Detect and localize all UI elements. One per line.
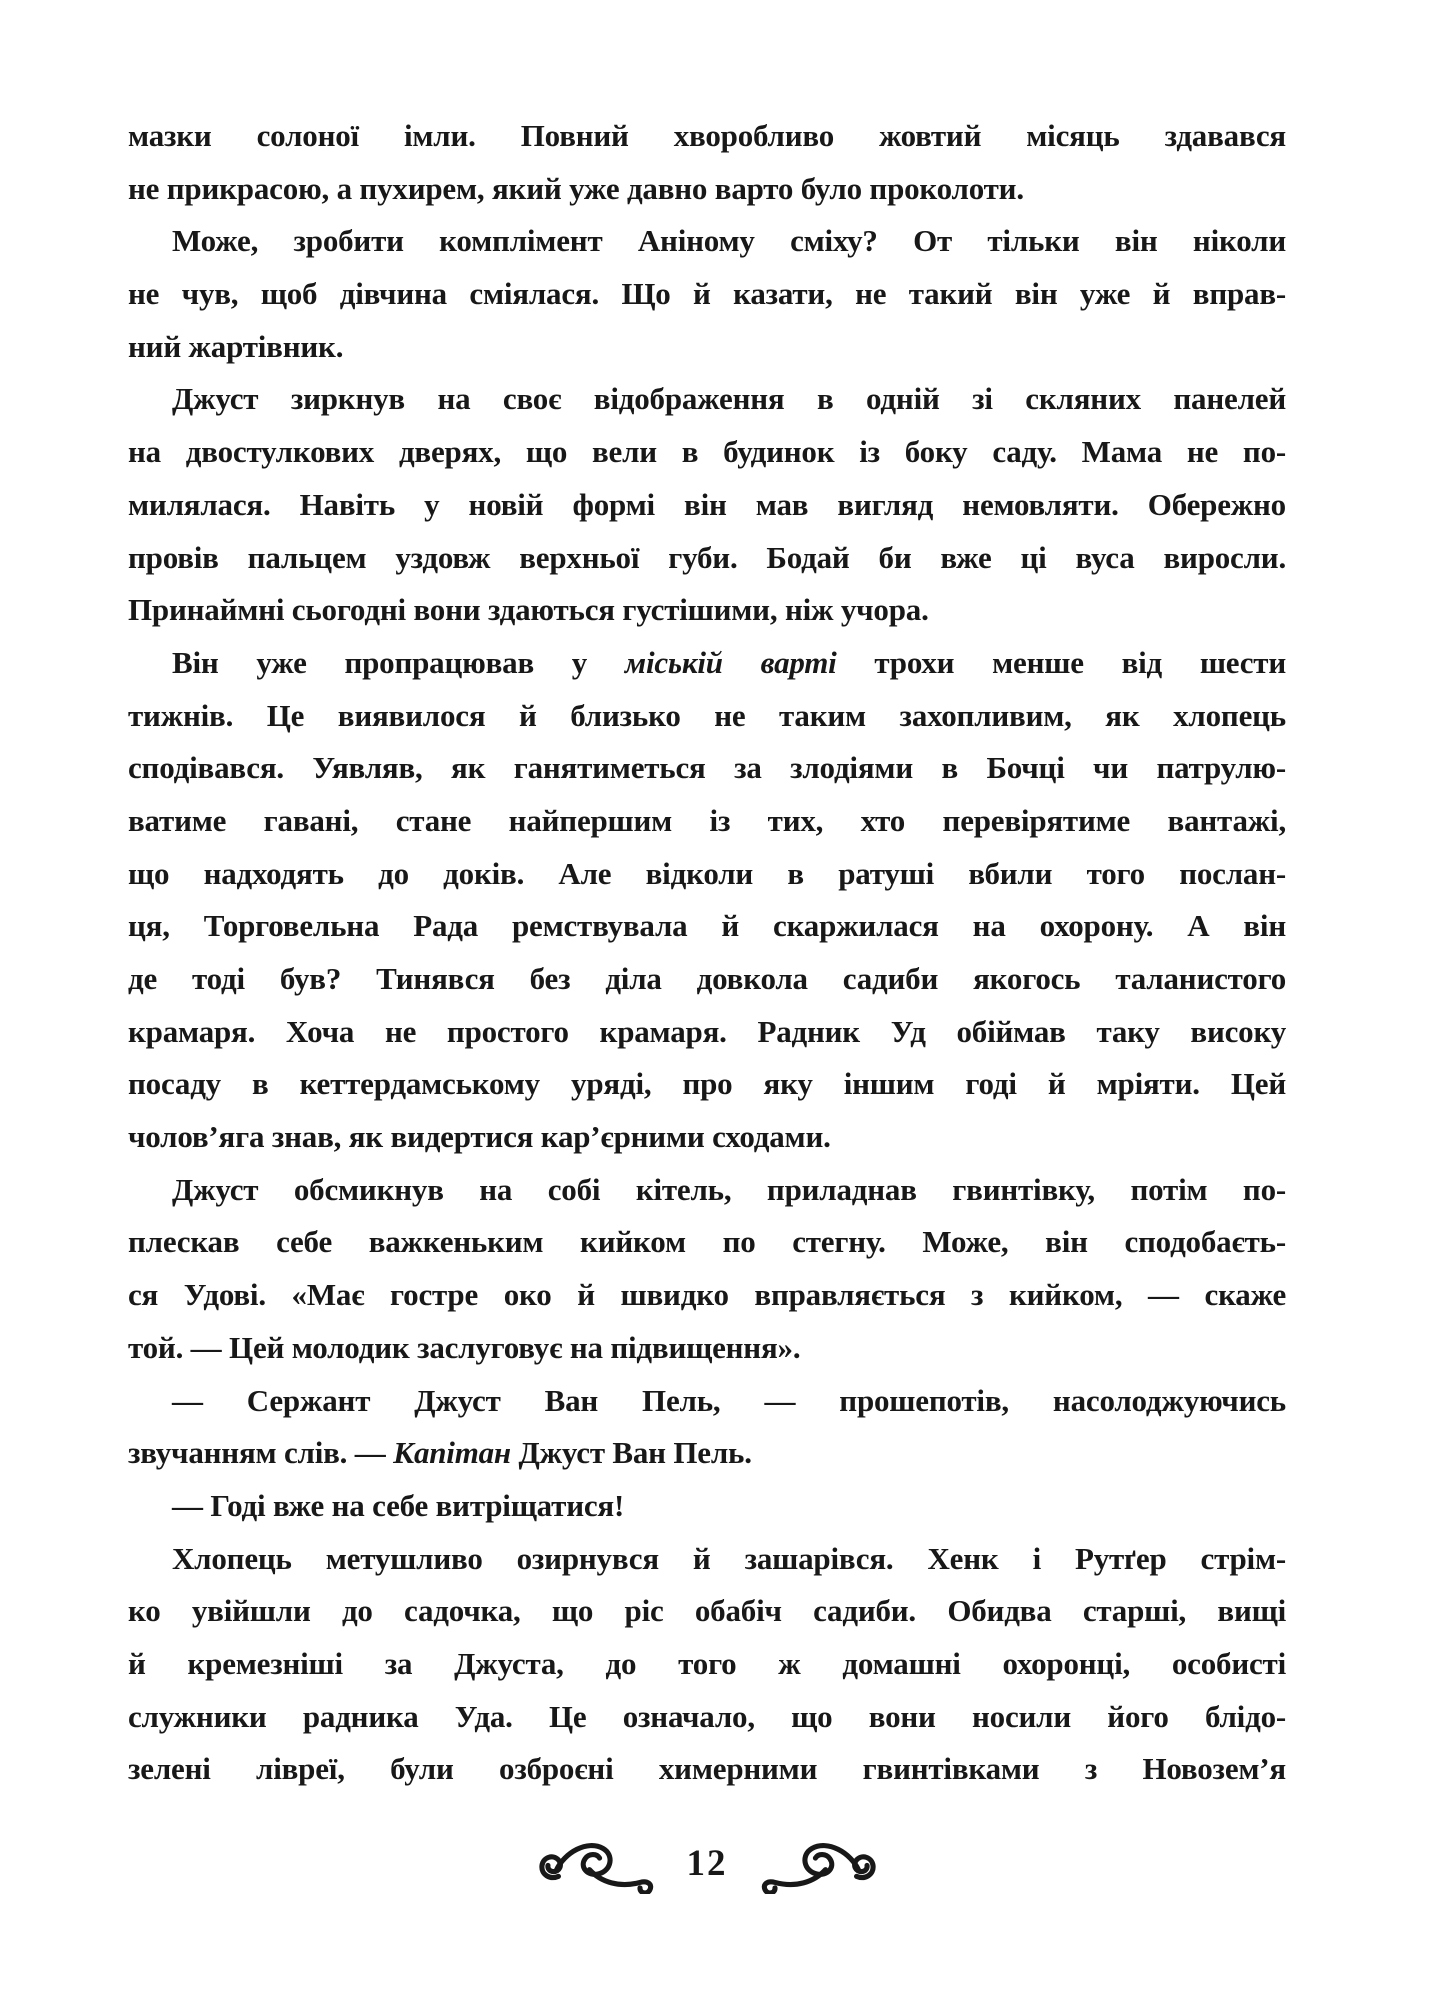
text-segment: Джуст зиркнув на своє відображення в одній зі скляних панелей	[172, 381, 1286, 417]
text-line	[128, 321, 1286, 374]
text-line	[128, 1269, 1286, 1322]
text-segment: звучанням слів. —	[128, 1435, 394, 1471]
text-line	[128, 1585, 1286, 1638]
text-segment: Принаймні сьогодні вони здаються густішими, ніж учора.	[128, 592, 929, 628]
text-line	[128, 1164, 1286, 1217]
flourish-ornament-right	[758, 1838, 876, 1894]
text-line	[128, 1480, 1286, 1533]
text-line	[128, 426, 1286, 479]
text-segment: ватиме гавані, стане найпершим із тих, хто перевірятиме вантажі,	[128, 802, 1286, 838]
text-line	[128, 479, 1286, 532]
text-line	[128, 1322, 1286, 1375]
text-line	[128, 584, 1286, 637]
text-segment: мазки солоної імли. Повний хворобливо жовтий місяць здавався	[128, 118, 1286, 153]
text-segment: зелені лівреї, були озброєні химерними гвинтівками з Новозем’я	[128, 1751, 1286, 1787]
text-segment: сподівався. Уявляв, як ганятиметься за злодіями в Бочці чи патрулю-	[128, 750, 1286, 786]
text-line	[128, 1375, 1286, 1428]
text-segment: на двостулкових дверях, що вели в будинок із боку саду. Мама не по-	[128, 434, 1286, 470]
text-segment: чолов’яга знав, як видертися кар’єрними сходами.	[128, 1119, 831, 1155]
text-segment: Він уже пропрацював у	[172, 644, 625, 680]
text-line	[128, 268, 1286, 321]
text-line	[128, 215, 1286, 268]
text-line	[128, 795, 1286, 848]
text-segment: — Сержант Джуст Ван Пель, — прошепотів, насолоджуючись	[172, 1382, 1286, 1418]
text-segment: плескав себе важкеньким кийком по стегну. Може, він сподобаєть-	[128, 1224, 1286, 1260]
text-line	[128, 163, 1286, 216]
text-segment: милялася. Навіть у новій формі він мав вигляд немовляти. Обережно	[128, 486, 1286, 522]
italic-text-segment: міській варті	[624, 644, 837, 680]
text-segment: ко увійшли до садочка, що ріс обабіч садиби. Обидва старші, вищі	[128, 1593, 1286, 1629]
text-line	[128, 1533, 1286, 1586]
text-line	[128, 1743, 1286, 1796]
text-line	[128, 1427, 1286, 1480]
text-line	[128, 900, 1286, 953]
text-block	[128, 110, 1286, 1796]
text-line	[128, 953, 1286, 1006]
text-line	[128, 690, 1286, 743]
text-segment: не чув, щоб дівчина сміялася. Що й казати, не такий він уже й вправ-	[128, 276, 1286, 312]
text-segment: ний жартівник.	[128, 328, 344, 364]
text-line	[128, 1006, 1286, 1059]
page-footer	[128, 1838, 1286, 1894]
text-line	[128, 1638, 1286, 1691]
text-segment: Може, зробити комплімент Аніному сміху? От тільки він ніколи	[172, 223, 1286, 259]
text-line	[128, 110, 1286, 163]
text-segment: служники радника Уда. Це означало, що вони носили його блідо-	[128, 1698, 1286, 1734]
text-segment: трохи менше від шести	[836, 644, 1286, 680]
text-segment: тижнів. Це виявилося й близько не таким захопливим, як хлопець	[128, 697, 1286, 733]
text-segment: посаду в кеттердамському уряді, про яку іншим годі й мріяти. Цей	[128, 1066, 1286, 1102]
flourish-ornament-left	[539, 1838, 657, 1894]
text-segment: й кремезніші за Джуста, до того ж домашні охоронці, особисті	[128, 1645, 1286, 1681]
text-segment: Джуст Ван Пель.	[510, 1435, 752, 1471]
text-segment: що надходять до доків. Але відколи в ратуші вбили того послан-	[128, 855, 1286, 891]
text-segment: Хлопець метушливо озирнувся й зашарівся. Хенк і Рутґер стрім-	[172, 1540, 1286, 1576]
text-segment: Джуст обсмикнув на собі кітель, приладнав гвинтівку, потім по-	[172, 1171, 1286, 1207]
text-segment: не прикрасою, а пухирем, який уже давно варто було проколоти.	[128, 170, 1024, 206]
page-number: 12	[686, 1842, 728, 1884]
text-segment: де тоді був? Тинявся без діла довкола садиби якогось таланистого	[128, 961, 1286, 996]
text-segment: ця, Торговельна Рада ремствувала й скаржилася на охорону. А він	[128, 908, 1286, 944]
text-segment: провів пальцем уздовж верхньої губи. Бодай би вже ці вуса виросли.	[128, 539, 1286, 575]
text-segment: крамаря. Хоча не простого крамаря. Радник Уд обіймав таку високу	[128, 1013, 1286, 1049]
text-line	[128, 1691, 1286, 1744]
text-line	[128, 637, 1286, 690]
text-segment: той. — Цей молодик заслуговує на підвищення».	[128, 1329, 801, 1365]
italic-text-segment: Капітан	[393, 1435, 511, 1471]
text-line	[128, 848, 1286, 901]
text-line	[128, 1111, 1286, 1164]
text-segment: ся Удові. «Має гостре око й швидко вправляється з кийком, — скаже	[128, 1277, 1286, 1313]
text-line	[128, 532, 1286, 585]
text-line	[128, 742, 1286, 795]
text-line	[128, 373, 1286, 426]
text-line	[128, 1058, 1286, 1111]
text-line	[128, 1216, 1286, 1269]
text-segment: — Годі вже на себе витріщатися!	[172, 1487, 625, 1523]
